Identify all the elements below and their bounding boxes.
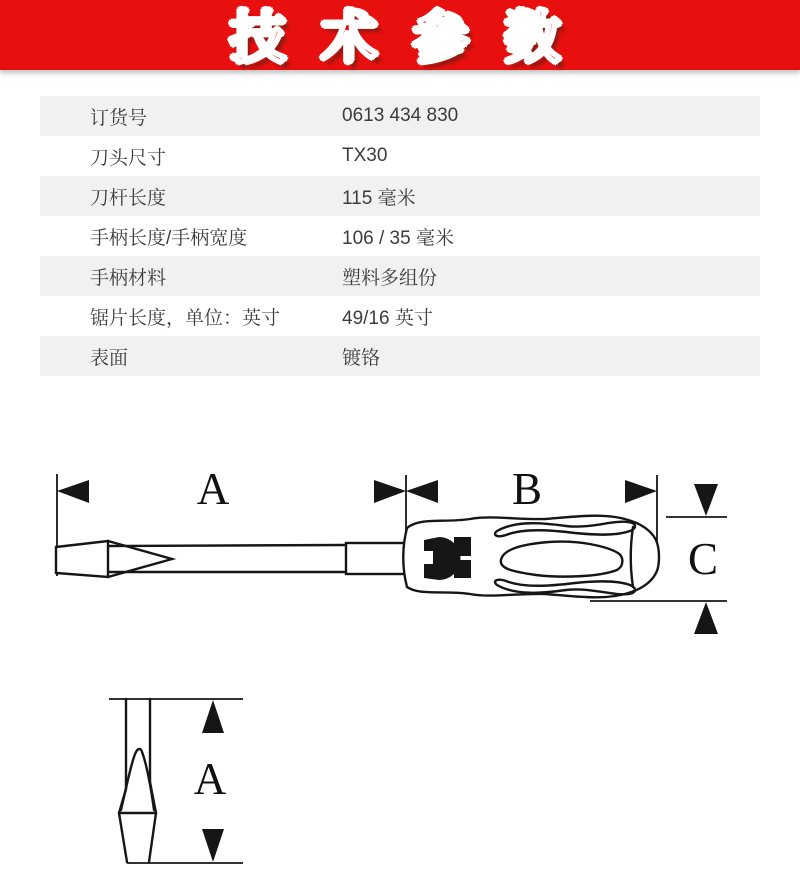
- arrow-down-icon: [202, 829, 224, 862]
- dim-a-label: A: [196, 464, 230, 514]
- dim-c-label: C: [687, 534, 719, 584]
- spec-label: 刀头尺寸: [90, 147, 167, 169]
- spec-row-blade-length: [40, 296, 760, 336]
- dim-b-label: B: [511, 464, 543, 514]
- spec-value: 镀铬: [342, 347, 381, 369]
- spec-row-handle-material: [40, 256, 760, 296]
- dimension-a-tip: [194, 700, 227, 862]
- spec-label: 锯片长度，单位：英寸: [90, 307, 281, 329]
- spec-label: 手柄长度/手柄宽度: [90, 227, 248, 249]
- title-banner: [0, 0, 800, 70]
- screwdriver-handle: [403, 516, 659, 598]
- spec-row-order-number: [40, 96, 760, 136]
- arrow-left-icon: [406, 480, 438, 503]
- spec-label: 订货号: [90, 107, 148, 129]
- spec-value: 115 毫米: [342, 187, 416, 209]
- spec-value: 塑料多组份: [342, 267, 438, 289]
- arrow-right-icon: [625, 480, 657, 503]
- arrow-down-icon: [694, 484, 718, 516]
- arrow-left-icon: [57, 480, 89, 503]
- spec-value: 49/16 英寸: [342, 307, 433, 329]
- arrow-up-icon: [202, 700, 224, 733]
- spec-label: 刀杆长度: [90, 187, 167, 209]
- blade-tip-outline: [119, 699, 156, 862]
- arrow-up-icon: [694, 602, 718, 634]
- spec-value: 0613 434 830: [342, 105, 459, 126]
- dim-a-tip-label: A: [193, 754, 227, 804]
- screwdriver-side-view: [56, 516, 659, 598]
- spec-row-handle-size: [40, 216, 760, 256]
- technical-drawing: [0, 440, 800, 895]
- banner-title: 技 术 参 数: [229, 6, 571, 69]
- blade-tip-front-view: [109, 699, 243, 863]
- spec-row-tip-size: [40, 136, 760, 176]
- spec-row-surface: [40, 336, 760, 376]
- spec-table: [40, 96, 760, 376]
- spec-row-shaft-length: [40, 176, 760, 216]
- arrow-right-icon: [374, 480, 406, 503]
- spec-label: 表面: [90, 347, 129, 369]
- spec-label: 手柄材料: [90, 267, 167, 289]
- screwdriver-ferrule: [346, 543, 407, 574]
- spec-value: 106 / 35 毫米: [342, 227, 454, 249]
- spec-value: TX30: [342, 145, 388, 166]
